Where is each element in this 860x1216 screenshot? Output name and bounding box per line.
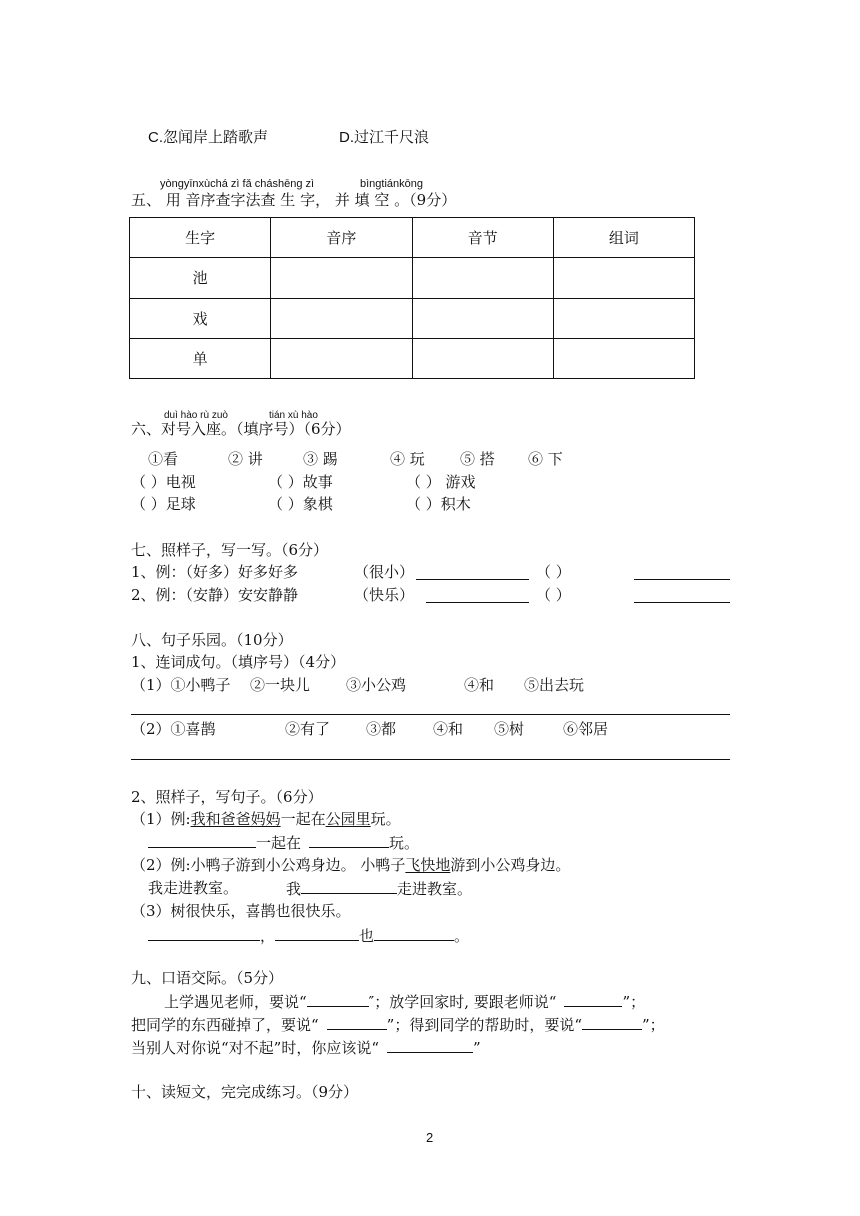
fill-sentence (286, 879, 472, 898)
match-blank[interactable]: （ ）故事 (268, 473, 333, 491)
table-cell-blank[interactable] (271, 258, 412, 298)
table-cell-blank[interactable] (271, 298, 412, 338)
word-item: ⑥邻居 (563, 720, 609, 738)
section-5-title: 五、 用 音序查字法查 生 字， 并 填 空 。（9分） (131, 191, 457, 209)
table-cell-character: 戏 (130, 298, 271, 338)
section-7-title: 七、照样子，写一写。（6分） (131, 541, 329, 559)
sentence-text: 一起在 (256, 834, 302, 852)
sentence-text: 也 (359, 927, 375, 945)
example-text: 玩。 (370, 810, 401, 828)
dialogue-text: ” (473, 1039, 481, 1057)
table-header: 组词 (553, 218, 694, 258)
sentence-text: 。 (454, 927, 470, 945)
example-sentence: （3）树很快乐，喜鹊也很快乐。 (131, 902, 351, 920)
underlined-phrase: 飞快地 (405, 856, 451, 874)
subsection-title: 2、照样子，写句子。（6分） (131, 788, 323, 806)
table-cell-blank[interactable] (553, 338, 694, 378)
pinyin-annotation: bìngtiánkōng (360, 178, 423, 190)
answer-blank[interactable] (374, 926, 454, 941)
answer-line[interactable] (416, 579, 529, 580)
answer-blank[interactable] (309, 833, 389, 848)
answer-line[interactable] (634, 579, 730, 580)
dialogue-text: 上学遇见老师，要说“ (164, 993, 307, 1011)
dialogue-text: ”； (642, 1016, 665, 1034)
table-cell-blank[interactable] (412, 338, 553, 378)
table-cell-character: 池 (130, 258, 271, 298)
pinyin-annotation: yòngyīnxùchá zì fǎ cháshēng zì (160, 178, 315, 190)
word-item: ②一块儿 (250, 676, 311, 694)
option-item: ①看 (148, 450, 179, 468)
dialogue-line (131, 1015, 665, 1034)
match-blank[interactable]: （ ）电视 (131, 473, 196, 491)
table-cell-blank[interactable] (412, 258, 553, 298)
sentence-text: ， (260, 927, 276, 945)
answer-line[interactable] (634, 602, 730, 603)
fill-sentence (148, 926, 469, 945)
answer-blank[interactable] (301, 879, 397, 894)
character-lookup-table (129, 217, 695, 379)
answer-paren[interactable]: （ ） (536, 586, 571, 604)
match-blank[interactable]: （ ）足球 (131, 495, 196, 513)
dialogue-line (164, 992, 645, 1011)
word-item: ④和 (433, 720, 464, 738)
section-10-title: 十、读短文，完完成练习。（9分） (131, 1083, 359, 1101)
dialogue-text: 把同学的东西碰掉了，要说“ (131, 1016, 319, 1034)
answer-blank[interactable] (564, 992, 622, 1007)
dialogue-line (131, 1038, 481, 1057)
prompt-word: （很小） (354, 563, 415, 581)
option-c: C.忽闻岸上踏歌声 (148, 129, 269, 146)
option-item: ⑤ 搭 (460, 450, 495, 468)
sentence-text: 玩。 (389, 834, 420, 852)
example-text: 游到小公鸡身边。 (450, 856, 571, 874)
match-blank[interactable]: （ ） 游戏 (406, 473, 476, 491)
answer-blank[interactable] (148, 926, 260, 941)
section-9-title: 九、口语交际。（5分） (131, 969, 284, 987)
example-text: （2）例:小鸭子游到小公鸡身边。 小鸭子 (131, 856, 406, 874)
answer-blank[interactable] (387, 1038, 473, 1053)
section-6-title: 六、对号入座。（填序号）（6分） (131, 420, 351, 438)
section-8-title: 八、句子乐园。（10分） (131, 631, 293, 649)
answer-blank[interactable] (327, 1015, 387, 1030)
table-cell-blank[interactable] (412, 298, 553, 338)
sentence-text: 我 (286, 880, 302, 898)
word-item: ④和 (464, 676, 495, 694)
table-header: 音节 (412, 218, 553, 258)
match-blank[interactable]: （ ）积木 (406, 495, 471, 513)
example-sentence (131, 856, 570, 874)
table-cell-blank[interactable] (271, 338, 412, 378)
match-blank[interactable]: （ ）象棋 (268, 495, 333, 513)
option-item: ④ 玩 (390, 450, 425, 468)
dialogue-text: ”； (622, 993, 646, 1011)
word-item: ③小公鸡 (346, 676, 407, 694)
word-item: ⑤树 (494, 720, 525, 738)
prompt-word: （快乐） (354, 586, 415, 604)
example-text: 我走进教室。 (148, 879, 239, 897)
option-item: ② 讲 (228, 450, 263, 468)
answer-line[interactable] (426, 602, 529, 603)
dialogue-text: ”；得到同学的帮助时，要说“ (386, 1016, 583, 1034)
answer-line[interactable] (131, 759, 730, 760)
example-prefix: （1）例: (131, 810, 191, 828)
word-item: ⑤出去玩 (524, 676, 585, 694)
dialogue-text: 当别人对你说“对不起”时，你应该说“ (131, 1039, 380, 1057)
sentence-text: 走进教室。 (397, 880, 473, 898)
example-text: 2、例：（安静）安安静静 (131, 586, 299, 604)
word-item: ②有了 (285, 720, 331, 738)
answer-line[interactable] (131, 714, 730, 715)
option-d: D.过江千尺浪 (339, 129, 430, 146)
pinyin-annotation: tián xù hào (269, 410, 318, 421)
pinyin-annotation: duì hào rù zuò (164, 410, 228, 421)
table-header: 生字 (130, 218, 271, 258)
word-item: （2）①喜鹊 (131, 720, 216, 738)
fill-sentence (148, 833, 419, 852)
underlined-phrase: 公园里 (325, 810, 371, 828)
underlined-phrase: 我和爸爸妈妈 (190, 810, 281, 828)
subsection-title: 1、连词成句。（填序号）（4分） (131, 653, 346, 671)
answer-blank[interactable] (582, 1015, 642, 1030)
example-sentence (131, 810, 401, 828)
option-item: ③ 踢 (303, 450, 338, 468)
answer-paren[interactable]: （ ） (536, 563, 571, 581)
example-text: 1、例：（好多）好多好多 (131, 563, 299, 581)
word-item: （1）①小鸭子 (131, 676, 231, 694)
word-item: ③都 (366, 720, 397, 738)
answer-blank[interactable] (307, 992, 369, 1007)
dialogue-text: ″；放学回家时, 要跟老师说“ (368, 993, 557, 1011)
option-item: ⑥ 下 (528, 450, 563, 468)
table-header: 音序 (271, 218, 412, 258)
example-text: 一起在 (280, 810, 326, 828)
table-cell-character: 单 (130, 338, 271, 378)
answer-blank[interactable] (148, 833, 256, 848)
page-number: 2 (426, 1130, 434, 1145)
table-cell-blank[interactable] (553, 258, 694, 298)
table-cell-blank[interactable] (553, 298, 694, 338)
answer-blank[interactable] (275, 926, 359, 941)
